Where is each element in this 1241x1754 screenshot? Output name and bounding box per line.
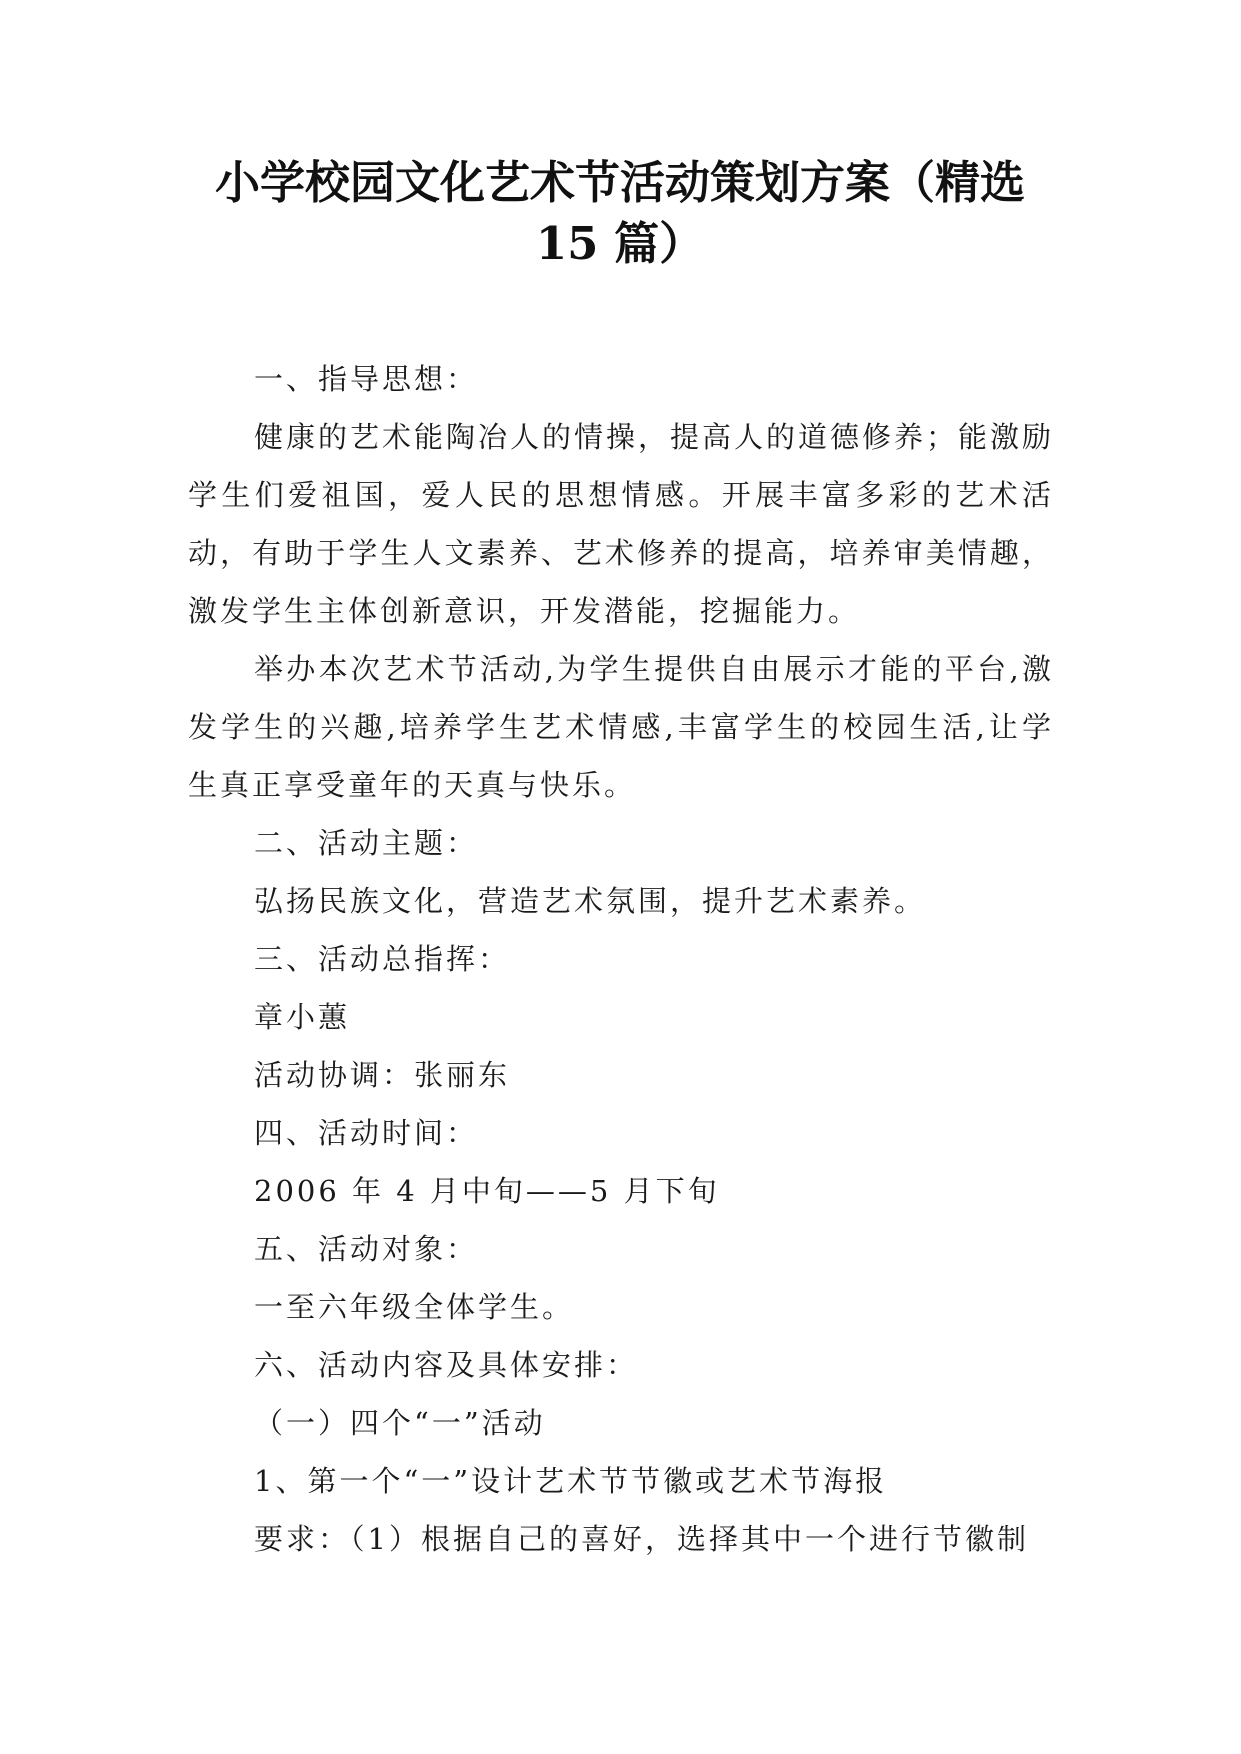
document-body: [188, 350, 1054, 1568]
paragraph-target-students: 一至六年级全体学生。: [254, 1290, 575, 1324]
list-item-first-one: 1、第一个“一”设计艺术节节徽或艺术节海报: [254, 1464, 888, 1498]
heading-guiding-ideology: 一、指导思想：: [254, 362, 479, 396]
paragraph-theme: 弘扬民族文化，营造艺术氛围，提升艺术素养。: [254, 884, 927, 918]
paragraph-requirements: 要求：（1）根据自己的喜好，选择其中一个进行节徽制: [254, 1522, 1029, 1556]
document-title: 小学校园文化艺术节活动策划方案（精选 15 篇）: [214, 156, 1025, 270]
paragraph-art-benefits: 健康的艺术能陶冶人的情操，提高人的道德修养；能激励学生们爱祖国，爱人民的思想情感。开展丰富多彩的艺术活动，有助于学生人文素养、艺术修养的提高，培养审美情趣，激发学生主体创新意识，开发潜能，挖掘能力。: [188, 420, 1055, 628]
heading-activity-target: 五、活动对象：: [254, 1232, 479, 1266]
subheading-four-ones: （一）四个“一”活动: [254, 1406, 546, 1440]
paragraph-time-range: 2006 年 4 月中旬——5 月下旬: [254, 1174, 720, 1208]
paragraph-coordinator: 活动协调：张丽东: [254, 1058, 511, 1092]
heading-activity-time: 四、活动时间：: [254, 1116, 479, 1150]
paragraph-commander-name: 章小蕙: [254, 1000, 351, 1034]
heading-activity-theme: 二、活动主题：: [254, 826, 479, 860]
heading-commander: 三、活动总指挥：: [254, 942, 511, 976]
heading-activity-content: 六、活动内容及具体安排：: [254, 1348, 639, 1382]
paragraph-festival-purpose: 举办本次艺术节活动,为学生提供自由展示才能的平台,激发学生的兴趣,培养学生艺术情感,丰富学生的校园生活,让学生真正享受童年的天真与快乐。: [188, 652, 1054, 802]
